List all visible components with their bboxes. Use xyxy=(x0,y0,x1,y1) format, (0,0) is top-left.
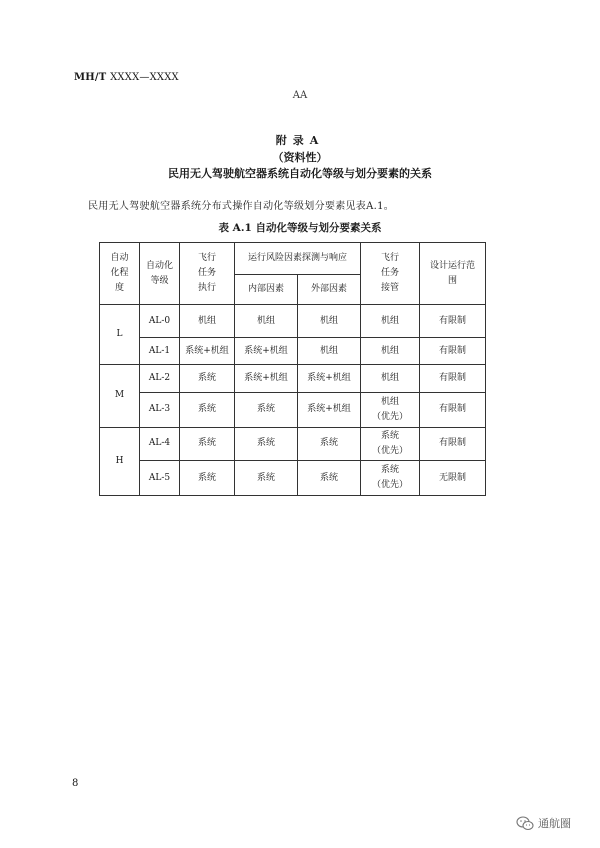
internal-cell: 系统+机组 xyxy=(235,365,298,393)
external-cell: 系统 xyxy=(298,461,361,496)
standard-prefix: MH/T xyxy=(74,72,107,83)
external-cell: 系统 xyxy=(298,427,361,461)
table-row xyxy=(100,337,486,365)
takeover-cell: 系统 （优先） xyxy=(361,461,420,496)
internal-cell: 系统 xyxy=(235,427,298,461)
range-cell: 有限制 xyxy=(420,427,486,461)
execution-cell: 系统 xyxy=(180,461,235,496)
header-automation-degree: 自动 化程 度 xyxy=(100,243,140,305)
range-cell: 有限制 xyxy=(420,392,486,427)
header-internal-factors: 内部因素 xyxy=(235,274,298,305)
watermark-text: 通航圈 xyxy=(538,817,571,830)
external-cell: 系统+机组 xyxy=(298,365,361,393)
range-cell: 无限制 xyxy=(420,461,486,496)
range-cell: 有限制 xyxy=(420,305,486,338)
table-row xyxy=(100,365,486,393)
takeover-cell: 机组 xyxy=(361,305,420,338)
source-watermark xyxy=(516,815,571,831)
appendix-nature: （资料性） xyxy=(272,151,328,164)
level-cell: AL-0 xyxy=(140,305,180,338)
group-label: M xyxy=(100,365,140,427)
execution-cell: 系统 xyxy=(180,365,235,393)
standard-code xyxy=(74,72,179,83)
automation-level-table xyxy=(99,242,486,496)
range-cell: 有限制 xyxy=(420,365,486,393)
internal-cell: 系统 xyxy=(235,392,298,427)
table-row xyxy=(100,461,486,496)
level-cell: AL-3 xyxy=(140,392,180,427)
header-automation-level: 自动化 等级 xyxy=(140,243,180,305)
execution-cell: 机组 xyxy=(180,305,235,338)
header-task-execution: 飞行 任务 执行 xyxy=(180,243,235,305)
header-design-range: 设计运行范 围 xyxy=(420,243,486,305)
table-row xyxy=(100,392,486,427)
page-mark: AA xyxy=(292,90,308,101)
internal-cell: 系统+机组 xyxy=(235,337,298,365)
takeover-cell: 机组 xyxy=(361,365,420,393)
table-row xyxy=(100,305,486,338)
level-cell: AL-2 xyxy=(140,365,180,393)
header-task-takeover: 飞行 任务 接管 xyxy=(361,243,420,305)
wechat-icon xyxy=(516,816,534,831)
external-cell: 机组 xyxy=(298,305,361,338)
table-row xyxy=(100,427,486,461)
group-label: L xyxy=(100,305,140,365)
takeover-cell: 机组 xyxy=(361,337,420,365)
level-cell: AL-1 xyxy=(140,337,180,365)
header-external-factors: 外部因素 xyxy=(298,274,361,305)
appendix-label: 附录A xyxy=(275,134,325,147)
table-caption: 表 A.1 自动化等级与划分要素关系 xyxy=(218,222,382,234)
execution-cell: 系统 xyxy=(180,427,235,461)
takeover-cell: 系统 （优先） xyxy=(361,427,420,461)
standard-number: XXXX—XXXX xyxy=(110,72,179,83)
internal-cell: 系统 xyxy=(235,461,298,496)
range-cell: 有限制 xyxy=(420,337,486,365)
execution-cell: 系统+机组 xyxy=(180,337,235,365)
group-label: H xyxy=(100,427,140,495)
intro-paragraph: 民用无人驾驶航空器系统分布式操作自动化等级划分要素见表A.1。 xyxy=(88,201,395,212)
takeover-cell: 机组 （优先） xyxy=(361,392,420,427)
page-number: 8 xyxy=(72,778,79,789)
external-cell: 系统+机组 xyxy=(298,392,361,427)
internal-cell: 机组 xyxy=(235,305,298,338)
external-cell: 机组 xyxy=(298,337,361,365)
level-cell: AL-5 xyxy=(140,461,180,496)
level-cell: AL-4 xyxy=(140,427,180,461)
header-risk-detection: 运行风险因素探测与响应 xyxy=(235,243,361,275)
appendix-title: 民用无人驾驶航空器系统自动化等级与划分要素的关系 xyxy=(168,167,432,180)
execution-cell: 系统 xyxy=(180,392,235,427)
